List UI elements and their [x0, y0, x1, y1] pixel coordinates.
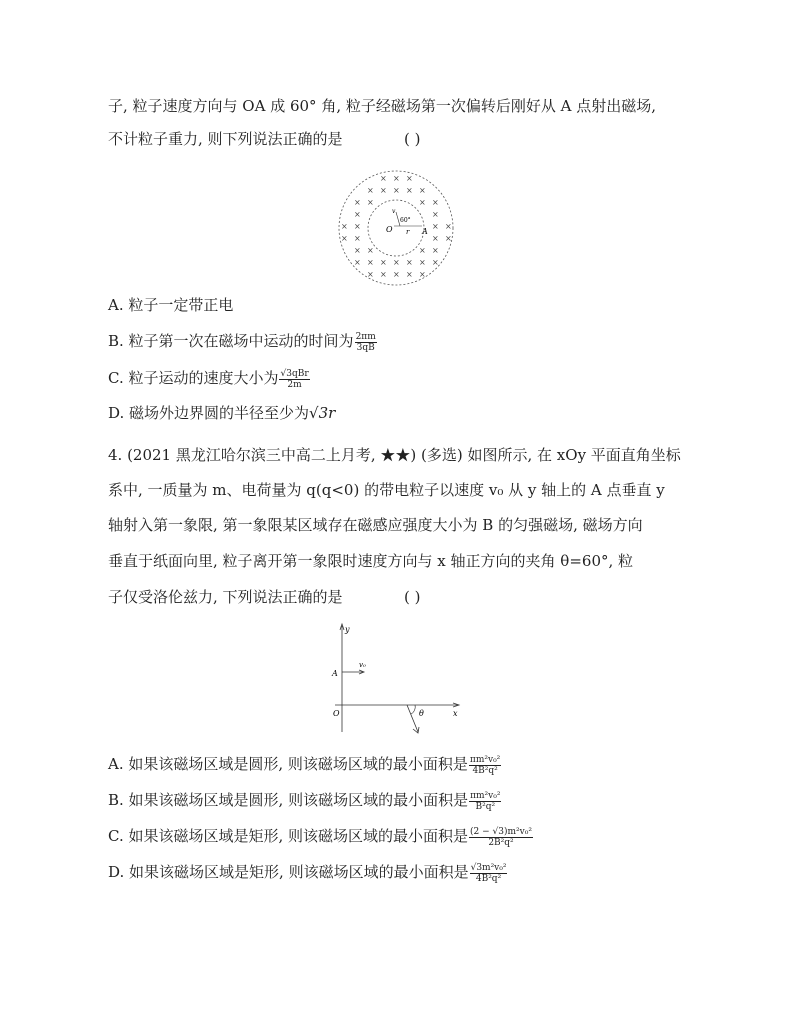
fraction-numerator: √3qBr [280, 368, 309, 379]
field-cross: × [445, 234, 452, 243]
q4-stem-line5: 子仅受洛伦兹力, 下列说法正确的是 [108, 588, 343, 606]
label-x: x [453, 709, 458, 718]
field-cross: × [367, 258, 374, 267]
q4-stem-line2: 系中, 一质量为 m、电荷量为 q(q<0) 的带电粒子以速度 v₀ 从 y 轴上的 A 点垂直 y [108, 481, 665, 499]
field-cross: × [406, 258, 413, 267]
q4-option-b-fraction [469, 791, 501, 812]
field-cross: × [354, 210, 361, 219]
field-cross: × [419, 198, 426, 207]
q4-option-d-fraction [470, 863, 508, 884]
fraction-denominator: 2B²q² [488, 837, 514, 848]
field-cross: × [367, 186, 374, 195]
label-r: r [406, 228, 410, 236]
field-cross: × [432, 246, 439, 255]
q3-answer-blank: ( ) [404, 130, 421, 148]
q4-option-b-text: B. 如果该磁场区域是圆形, 则该磁场区域的最小面积是 [108, 791, 469, 809]
field-cross: × [380, 174, 387, 183]
exit-velocity-line [407, 705, 418, 732]
label-A: A [422, 227, 428, 236]
field-cross: × [406, 174, 413, 183]
q4-option-a-fraction [469, 755, 501, 776]
label-v: v [392, 208, 396, 215]
q3-option-d [108, 403, 335, 423]
theta-arc [411, 705, 415, 714]
field-cross: × [432, 234, 439, 243]
q4-option-c-text: C. 如果该磁场区域是矩形, 则该磁场区域的最小面积是 [108, 827, 469, 845]
label-theta: θ [419, 709, 424, 718]
field-cross: × [380, 258, 387, 267]
q3-stem-line2: 不计粒子重力, 则下列说法正确的是 [108, 130, 343, 148]
fraction-numerator: πm²v₀² [469, 754, 501, 765]
q4-option-a-text: A. 如果该磁场区域是圆形, 则该磁场区域的最小面积是 [108, 755, 468, 773]
label-A: A [332, 669, 338, 678]
field-cross: × [341, 234, 348, 243]
fraction-denominator: B²q² [475, 801, 496, 812]
field-cross: × [367, 246, 374, 255]
fraction-denominator: 4B²q² [475, 873, 502, 884]
q3-option-b [108, 331, 377, 353]
field-cross: × [432, 198, 439, 207]
field-cross: × [354, 246, 361, 255]
q3-option-a: A. 粒子一定带正电 [108, 296, 234, 314]
q4-option-c-fraction [469, 827, 533, 848]
inner-boundary-circle [368, 200, 424, 256]
field-cross: × [354, 258, 361, 267]
q3-field-figure [336, 168, 456, 292]
q3-option-d-value: √3r [309, 404, 336, 422]
q4-option-c [108, 826, 533, 848]
field-cross: × [380, 270, 387, 279]
fraction-numerator: (2 − √3)m²v₀² [470, 826, 532, 837]
label-O: O [333, 709, 340, 718]
field-cross: × [380, 186, 387, 195]
fraction-numerator: √3m²v₀² [470, 862, 507, 873]
field-cross: × [432, 258, 439, 267]
q3-option-b-text: B. 粒子第一次在磁场中运动的时间为 [108, 332, 354, 350]
q3-option-c [108, 368, 310, 390]
label-angle: 60° [400, 217, 411, 224]
field-cross: × [354, 222, 361, 231]
q4-coordinate-figure [325, 620, 465, 744]
q3-field-diagram [336, 168, 456, 288]
q3-option-d-text: D. 磁场外边界圆的半径至少为 [108, 404, 310, 422]
field-cross: × [432, 210, 439, 219]
q3-stem-line1: 子, 粒子速度方向与 OA 成 60° 角, 粒子经磁场第一次偏转后刚好从 A 点射出磁场, [108, 97, 657, 115]
fraction-denominator: 3qB [356, 342, 375, 353]
field-cross: × [367, 198, 374, 207]
q3-option-b-fraction [355, 332, 377, 353]
label-O: O [386, 225, 393, 234]
field-cross: × [341, 222, 348, 231]
field-cross: × [367, 270, 374, 279]
q4-coordinate-diagram [325, 620, 465, 740]
q4-option-b [108, 790, 501, 812]
fraction-denominator: 4B²q² [472, 765, 498, 776]
q4-stem-line3: 轴射入第一象限, 第一象限某区域存在磁感应强度大小为 B 的匀强磁场, 磁场方向 [108, 516, 643, 534]
label-y: y [345, 625, 350, 634]
field-cross-marks [341, 174, 452, 279]
q3-option-c-fraction [279, 369, 309, 390]
field-cross: × [354, 234, 361, 243]
q4-stem-line1: 4. (2021 黑龙江哈尔滨三中高二上月考, ★★) (多选) 如图所示, 在 xOy 平面直角坐标 [108, 446, 681, 464]
label-v0: v₀ [359, 661, 366, 669]
q4-answer-blank: ( ) [404, 588, 421, 606]
field-cross: × [432, 222, 439, 231]
field-cross: × [393, 270, 400, 279]
field-cross: × [406, 186, 413, 195]
field-cross: × [393, 258, 400, 267]
field-cross: × [406, 270, 413, 279]
field-cross: × [393, 174, 400, 183]
q4-stem-line4: 垂直于纸面向里, 粒子离开第一象限时速度方向与 x 轴正方向的夹角 θ=60°, 粒 [108, 552, 634, 570]
fraction-numerator: πm²v₀² [470, 790, 501, 801]
fraction-numerator: 2πm [355, 331, 376, 342]
field-cross: × [419, 270, 426, 279]
fraction-denominator: 2m [287, 379, 302, 390]
q3-option-c-text: C. 粒子运动的速度大小为 [108, 369, 279, 387]
field-cross: × [419, 258, 426, 267]
field-cross: × [419, 186, 426, 195]
field-cross: × [419, 246, 426, 255]
field-cross: × [393, 186, 400, 195]
field-cross: × [445, 222, 452, 231]
q4-option-a [108, 754, 501, 776]
field-cross: × [354, 198, 361, 207]
q4-option-d [108, 862, 507, 884]
q4-option-d-text: D. 如果该磁场区域是矩形, 则该磁场区域的最小面积是 [108, 863, 469, 881]
